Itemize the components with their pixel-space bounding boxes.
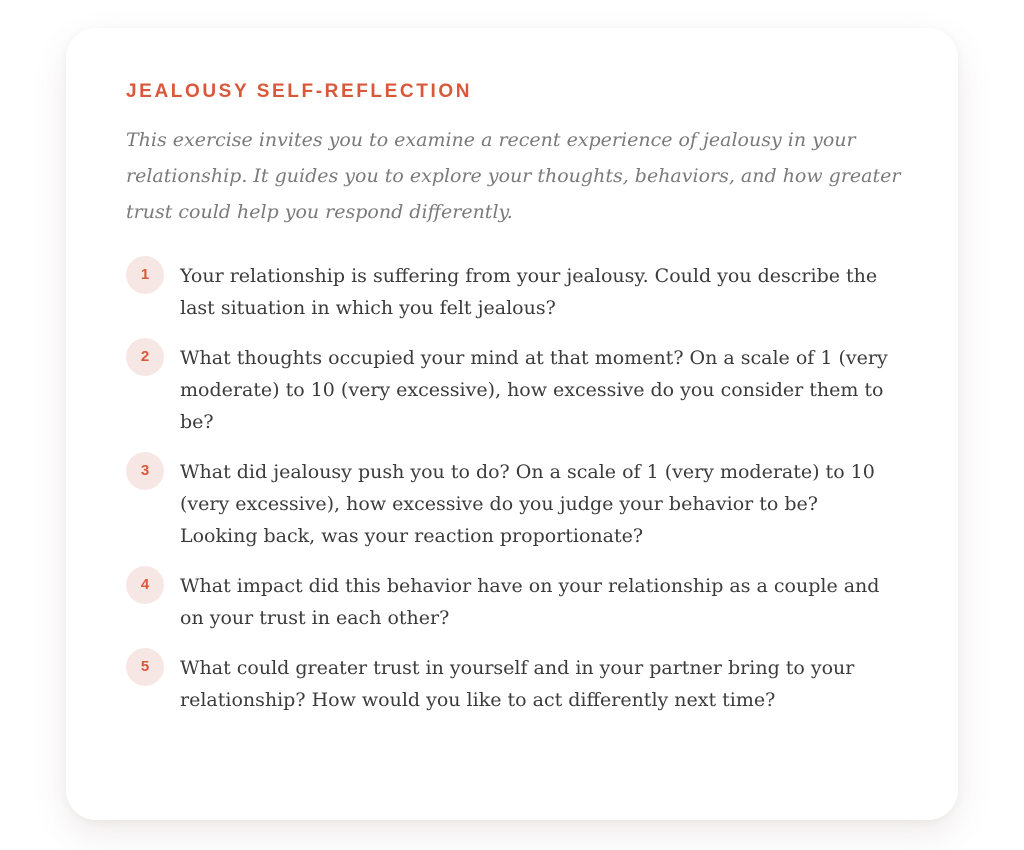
question-item	[126, 260, 898, 324]
question-number-badge: 2	[126, 338, 164, 376]
question-text: What impact did this behavior have on your relationship as a couple and on your trust in each other?	[180, 575, 880, 629]
question-number-badge: 4	[126, 566, 164, 604]
question-item	[126, 456, 898, 552]
question-item	[126, 652, 898, 716]
question-item	[126, 342, 898, 438]
question-number-badge: 1	[126, 256, 164, 294]
question-text: What thoughts occupied your mind at that moment? On a scale of 1 (very moderate) to 10 (very excessive), how excessive do you consider them to be?	[180, 347, 888, 433]
question-list	[126, 260, 898, 716]
exercise-title: JEALOUSY SELF-REFLECTION	[126, 81, 473, 102]
question-text: What could greater trust in yourself and in your partner bring to your relationship? How would you like to act differently next time?	[180, 657, 855, 711]
question-text: What did jealousy push you to do? On a scale of 1 (very moderate) to 10 (very excessive), how excessive do you judge your behavior to be? Looking back, was your reaction proportionate?	[180, 461, 875, 547]
exercise-card	[66, 28, 958, 820]
question-number-badge: 3	[126, 452, 164, 490]
question-item	[126, 570, 898, 634]
question-text: Your relationship is suffering from your jealousy. Could you describe the last situation in which you felt jealous?	[180, 265, 878, 319]
exercise-intro: This exercise invites you to examine a recent experience of jealousy in your relationship. It guides you to explore your thoughts, behaviors, and how greater trust could help you respond differently.	[126, 129, 901, 223]
question-number-badge: 5	[126, 648, 164, 686]
